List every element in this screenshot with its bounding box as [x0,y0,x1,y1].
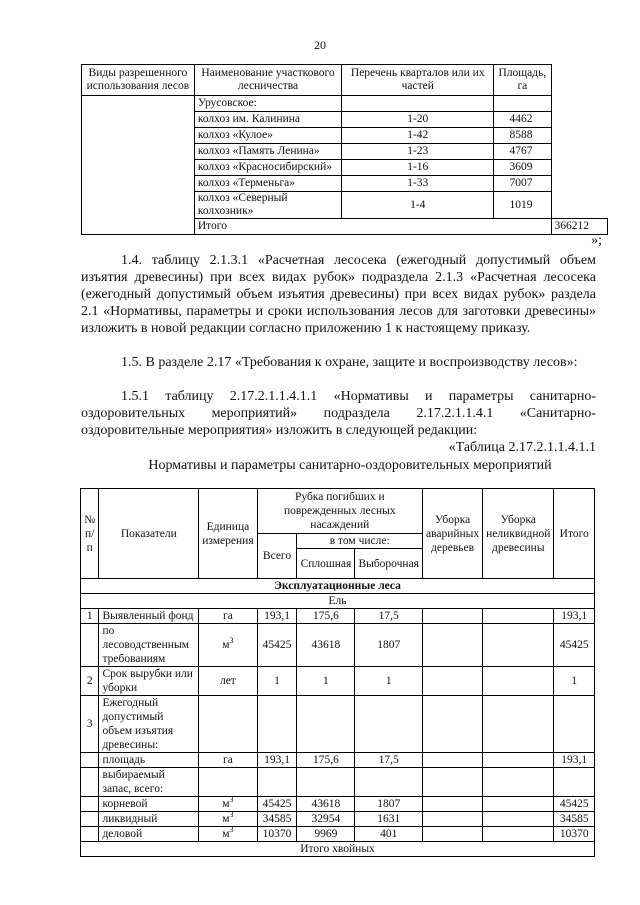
row-quarters: 1-20 [342,112,494,128]
table-row [81,797,595,812]
row-unit: $м^3$ [199,827,257,842]
table-row [81,696,595,753]
row-num [81,797,99,812]
row-name: колхоз «Красносибирский» [194,160,341,176]
row-indicator: корневой [99,797,199,812]
table-row [81,609,595,624]
row-clear: 175,6 [297,753,355,768]
row-total: 45425 [554,797,595,812]
row-name: колхоз «Кулое» [194,128,341,144]
row-selective: 17,5 [355,753,423,768]
header-emergency: Уборка аварийных деревьев [422,489,482,579]
row-num: 1 [81,609,99,624]
table-row [81,624,595,667]
table-row [82,96,608,112]
row-unit: га [199,753,257,768]
row-quarters: 1-4 [342,192,494,219]
species-title: Ель [81,594,595,609]
row-selective: 1807 [355,797,423,812]
row-indicator: деловой [99,827,199,842]
row-num [81,624,99,667]
row-unit: га [199,609,257,624]
row-selective [355,768,423,797]
row-clear: 43618 [297,797,355,812]
page-number: 20 [314,38,326,52]
row-total: 193,1 [554,753,595,768]
row-all [257,696,297,753]
row-num [81,768,99,797]
row-all: 193,1 [257,753,297,768]
row-indicator: Ежегодный допустимый объем изъятия древесины: [99,696,199,753]
row-indicator: по лесоводственным требованиям [99,624,199,667]
row-total: 45425 [554,624,595,667]
row-quarters: 1-16 [342,160,494,176]
row-clear: 175,6 [297,609,355,624]
row-clear [297,696,355,753]
row-clear [297,768,355,797]
row-selective: 17,5 [355,609,423,624]
table-row [81,812,595,827]
header-unit: Единица измерения [199,489,257,579]
row-unit [199,696,257,753]
row-selective: 401 [355,827,423,842]
row-all: 34585 [257,812,297,827]
paragraph-1-4: 1.4. таблицу 2.1.3.1 «Расчетная лесосека (ежегодный допустимый объем изъятия древесины) при всех видах рубок» подраздела 2.1.3 «Расчетная лесосека (ежегодный допустимый объем изъятия древесины) при всех видах рубок» раздела 2.1 «Нормативы, параметры и сроки использования лесов для заготовки древесины» изложить в новой редакции согласно приложению 1 к настоящему приказу. [81,253,596,336]
row-unit: лет [199,667,257,696]
forest-use-table [81,64,608,235]
row-area: 3609 [494,160,551,176]
row-total: 1 [554,667,595,696]
table-row [81,667,595,696]
row-unit: $м^3$ [199,812,257,827]
row-indicator: площадь [99,753,199,768]
header-felling: Рубка погибших и поврежденных лесных насаждений [257,489,422,534]
paragraph-1-5: 1.5. В разделе 2.17 «Требования к охране, защите и воспроизводству лесов»: [121,355,578,370]
row-indicator: ликвидный [99,812,199,827]
sanitary-measures-table [80,488,595,857]
row-indicator: выбираемый запас, всего: [99,768,199,797]
row-indicator: Выявленный фонд [99,609,199,624]
row-all [257,768,297,797]
table-footer: Итого хвойных [81,842,595,857]
header-clear: Сплошная [297,549,355,579]
row-area: 7007 [494,176,551,192]
header-number: № п/п [81,489,99,579]
table-reference: «Таблица 2.17.2.1.1.4.1.1 [448,440,596,455]
table-row [81,827,595,842]
paragraph-1-5-1: 1.5.1 таблицу 2.17.2.1.1.4.1.1 «Нормативы и параметры санитарно-оздоровительных мероприятий» подраздела 2.17.2.1.1.4.1 «Санитарно-оздоровительные мероприятия» изложить в следующей редакции: [81,389,596,438]
header-total: Итого [554,489,595,579]
row-quarters: 1-33 [342,176,494,192]
row-num: 3 [81,696,99,753]
row-unit [199,768,257,797]
row-total [554,696,595,753]
row-num [81,827,99,842]
table-header-row [82,65,608,96]
row-clear: 9969 [297,827,355,842]
row-clear: 1 [297,667,355,696]
use-type-cell [82,96,195,235]
row-all: 45425 [257,624,297,667]
row-quarters: 1-23 [342,144,494,160]
row-selective: 1807 [355,624,423,667]
table-title: Нормативы и параметры санитарно-оздоровительных мероприятий [148,458,552,473]
row-quarters: 1-42 [342,128,494,144]
header-selective: Выборочная [355,549,423,579]
row-clear: 43618 [297,624,355,667]
row-indicator: Срок вырубки или уборки [99,667,199,696]
row-all: 45425 [257,797,297,812]
row-name: колхоз «Терменьга» [194,176,341,192]
row-all: 10370 [257,827,297,842]
total-value: 366212 [551,219,608,235]
total-label: Итого [194,219,551,235]
row-area: 8588 [494,128,551,144]
district-name: Урусовское: [194,96,341,112]
row-clear: 32954 [297,812,355,827]
row-all: 1 [257,667,297,696]
header-nonliquid: Уборка неликвидной древесины [483,489,554,579]
row-selective [355,696,423,753]
row-name: колхоз «Память Ленина» [194,144,341,160]
row-name: колхоз «Северный колхозник» [194,192,341,219]
row-unit: $м^3$ [199,797,257,812]
table-row [81,753,595,768]
row-num [81,812,99,827]
row-name: колхоз им. Калинина [194,112,341,128]
header-all: Всего [257,534,297,579]
row-all: 193,1 [257,609,297,624]
row-unit: $м^3$ [199,624,257,667]
header-quarters: Перечень кварталов или их частей [342,65,494,96]
header-use-type: Виды разрешенного использования лесов [82,65,195,96]
row-total [554,768,595,797]
row-num [81,753,99,768]
row-num: 2 [81,667,99,696]
closing-quote: »; [591,233,602,248]
header-indicator: Показатели [99,489,199,579]
header-district: Наименование участкового лесничества [194,65,341,96]
row-selective: 1 [355,667,423,696]
row-total: 10370 [554,827,595,842]
row-area: 4462 [494,112,551,128]
row-area: 1019 [494,192,551,219]
header-including: в том числе: [297,534,423,549]
table-row [81,768,595,797]
section-title: Эксплуатационные леса [81,579,595,594]
row-area: 4767 [494,144,551,160]
row-total: 34585 [554,812,595,827]
header-area: Площадь, га [494,65,551,96]
row-total: 193,1 [554,609,595,624]
row-selective: 1631 [355,812,423,827]
